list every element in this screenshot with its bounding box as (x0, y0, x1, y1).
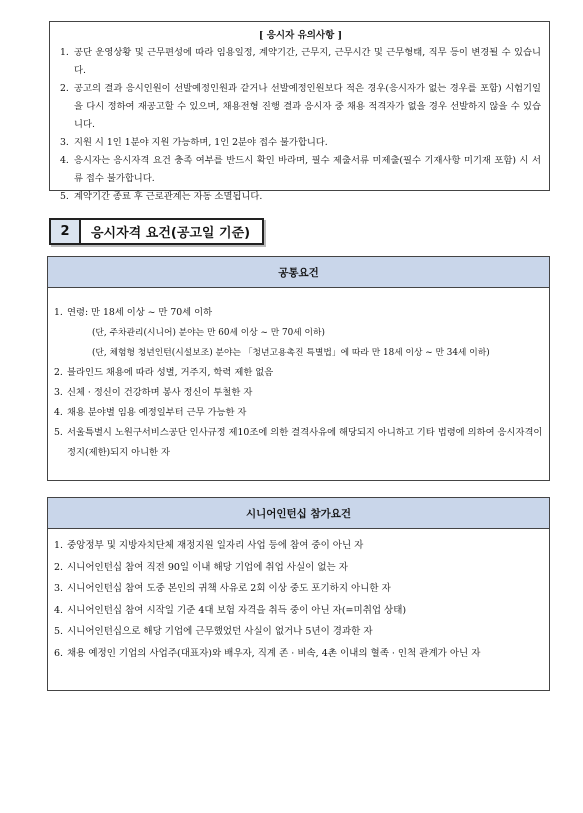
requirement-text: 채용 분야별 임용 예정일부터 근무 가능한 자 (67, 407, 247, 418)
senior-internship-list (48, 529, 549, 664)
notice-item (60, 152, 541, 188)
requirement-number: 3. (54, 583, 64, 594)
requirement-item (54, 600, 543, 622)
requirement-text: 채용 예정인 기업의 사업주(대표자)와 배우자, 직계 존 · 비속, 4촌 이내의 혈족 · 인척 관계가 아닌 자 (67, 647, 481, 659)
requirement-number: 4. (54, 407, 63, 418)
requirement-number: 5. (54, 626, 64, 637)
notice-item-text: 공고의 결과 응시인원이 선발예정인원과 같거나 선발예정인원보다 적은 경우(응시자가 없는 경우를 포함) 시험기일을 다시 정하여 재공고할 수 있으며, 채용전형 진행 결과 응시자 중 채용 적격자가 없을 경우 선발하지 않을 수 있습니다. (74, 83, 541, 130)
requirement-text: 연령: 만 18세 이상 ~ 만 70세 이하 (67, 307, 213, 318)
requirement-number: 4. (54, 604, 64, 616)
senior-internship-heading: 시니어인턴십 참가요건 (48, 498, 549, 529)
requirement-item (54, 535, 543, 557)
requirement-number: 3. (54, 387, 63, 398)
requirement-item (54, 643, 543, 665)
requirement-item (54, 423, 543, 463)
notice-item-text: 공단 운영상황 및 근무편성에 따라 임용일정, 계약기간, 근무지, 근무시간 및 근무형태, 직무 등이 변경될 수 있습니다. (74, 47, 541, 76)
notice-item-number: 4. (60, 155, 69, 166)
requirement-text: 블라인드 채용에 따라 성별, 거주지, 학력 제한 없음 (67, 367, 274, 378)
requirement-number: 1. (54, 540, 64, 551)
requirement-item (54, 557, 543, 579)
section-number: 2 (51, 220, 81, 243)
notice-title: [ 응시자 유의사항 ] (258, 30, 343, 41)
notice-item (60, 44, 541, 80)
applicant-notice-box (49, 21, 550, 202)
requirement-item (54, 403, 543, 423)
requirement-item (54, 363, 543, 383)
notice-item (60, 188, 541, 206)
requirement-text: 시니어인턴십 참여 직전 90일 이내 해당 기업에 취업 사실이 없는 자 (67, 561, 348, 573)
notice-item-number: 1. (60, 47, 69, 58)
common-requirements-box (47, 256, 550, 481)
requirement-text: 시니어인턴십으로 해당 기업에 근무했었던 사실이 없거나 5년이 경과한 자 (67, 626, 373, 637)
common-requirements-list (48, 288, 549, 463)
requirement-number: 6. (54, 647, 64, 659)
requirement-number: 1. (54, 307, 63, 318)
requirement-number: 5. (54, 427, 63, 438)
requirement-sub-item: (단, 주차관리(시니어) 분야는 만 60세 이상 ~ 만 70세 이하) (92, 328, 325, 338)
section-heading (49, 218, 264, 245)
requirement-text: 중앙정부 및 지방자치단체 재정지원 일자리 사업 등에 참여 중이 아닌 자 (67, 540, 364, 551)
requirement-item (54, 578, 543, 600)
notice-item-text: 응시자는 응시자격 요건 충족 여부를 반드시 확인 바라며, 필수 제출서류 미제출(필수 기재사항 미기재 포함) 시 서류 접수 불가합니다. (74, 155, 541, 184)
notice-item (60, 80, 541, 134)
requirement-number: 2. (54, 561, 64, 573)
notice-item-text: 계약기간 종료 후 근로관계는 자동 소멸됩니다. (74, 191, 263, 202)
requirement-number: 2. (54, 367, 63, 378)
requirement-sub-item: (단, 체험형 청년인턴(시설보조) 분야는 「청년고용촉진 특별법」에 따라 만 18세 이상 ~ 만 34세 이하) (92, 348, 490, 358)
notice-item (60, 134, 541, 152)
notice-item-number: 2. (60, 83, 69, 94)
notice-item-number: 3. (60, 137, 69, 148)
common-requirements-heading: 공통요건 (48, 257, 549, 288)
requirement-text: 시니어인턴십 참여 도중 본인의 귀책 사유로 2회 이상 중도 포기하지 아니한 자 (67, 583, 391, 594)
requirement-text: 신체 · 정신이 건강하며 봉사 정신이 투철한 자 (67, 387, 253, 398)
senior-internship-box (47, 497, 550, 691)
notice-item-number: 5. (60, 191, 69, 202)
notice-list (60, 44, 541, 206)
requirement-text: 서울특별시 노원구서비스공단 인사규정 제10조에 의한 결격사유에 해당되지 아니하고 기타 법령에 의하여 응시자격이 정지(제한)되지 아니한 자 (67, 427, 543, 458)
requirement-item (54, 383, 543, 403)
notice-item-text: 지원 시 1인 1분야 지원 가능하며, 1인 2분야 접수 불가합니다. (74, 137, 328, 148)
section-title: 응시자격 요건(공고일 기준) (81, 220, 262, 243)
requirement-item (54, 303, 543, 323)
requirement-text: 시니어인턴십 참여 시작일 기준 4대 보험 자격을 취득 중이 아닌 자(=미취업 상태) (67, 604, 407, 616)
requirement-item (54, 621, 543, 643)
